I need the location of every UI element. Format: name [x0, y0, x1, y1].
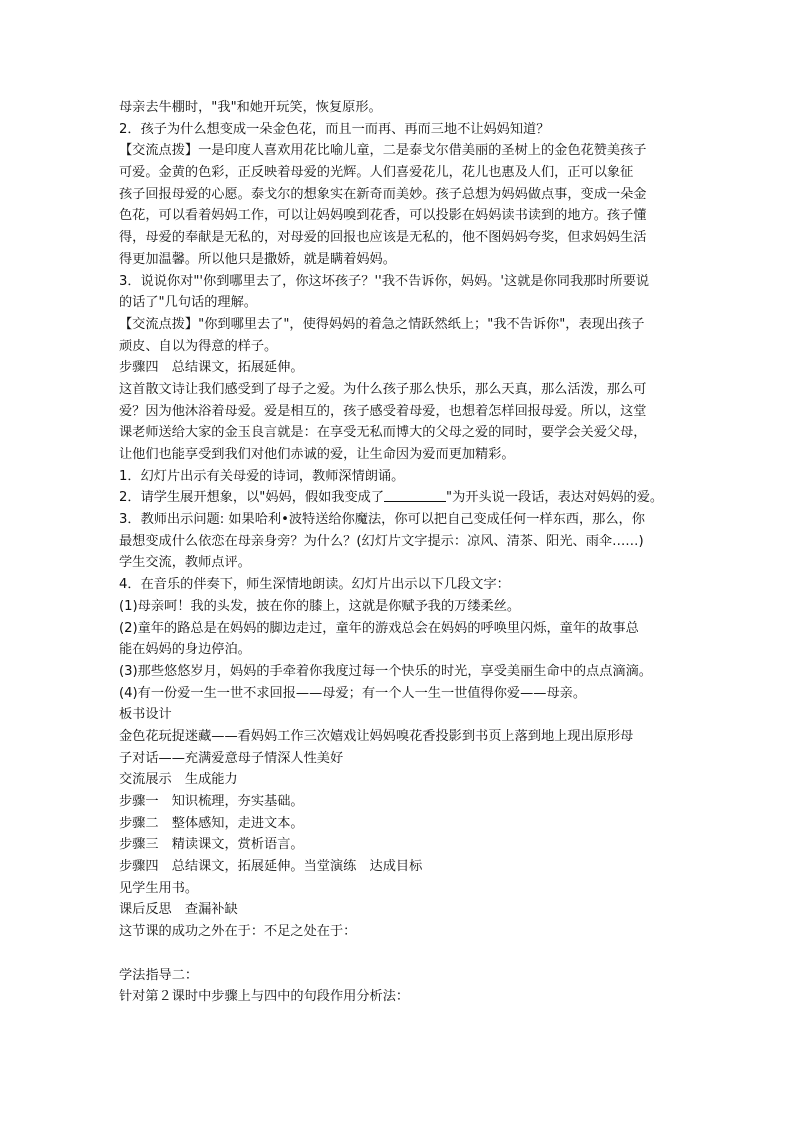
text-line: 3．教师出示问题: 如果哈利•波特送给你魔法，你可以把自己变成任何一样东西，那么，你: [119, 512, 645, 528]
text-line: 爱？因为他沐浴着母爱。爱是相互的，孩子感受着母爱，也想着怎样回报母爱。所以，这堂: [119, 403, 647, 419]
text-line: 步骤四 总结课文，拓展延伸。当堂演练 达成目标: [119, 859, 423, 875]
text-line: 最想变成什么依恋在母亲身旁？为什么？(幻灯片文字提示：凉风、清茶、阳光、雨伞……): [119, 533, 644, 549]
text-line: 这节课的成功之外在于：不足之处在于：: [119, 924, 357, 940]
text-line: 能在妈妈的身边停泊。: [119, 642, 251, 658]
text-line: 【交流点拨】"你到哪里去了"，使得妈妈的着急之情跃然纸上；"我不告诉你"，表现出孩子: [119, 316, 645, 332]
document-page: [119, 97, 689, 1008]
text-line: 得，母爱的奉献是无私的，对母爱的回报也应该是无私的，他不图妈妈夸奖，但求妈妈生活: [119, 230, 647, 246]
text-line: (4)有一份爱一生一世不求回报——母爱；有一个人一生一世值得你爱——母亲。: [119, 685, 587, 701]
text-line: 课老师送给大家的金玉良言就是：在享受无私而博大的父母之爱的同时，要学会关爱父母，: [119, 425, 647, 441]
text-line: 见学生用书。: [119, 880, 199, 896]
blank-line: [119, 943, 689, 965]
text-line: 金色花玩捉迷藏——看妈妈工作三次嬉戏让妈妈嗅花香投影到书页上落到地上现出原形母: [119, 728, 634, 744]
text-line: 让他们也能享受到我们对他们赤诚的爱，让生命因为爱而更加精彩。: [119, 447, 515, 462]
blank-suffix: "为开头说一段话，表达对妈妈的爱。: [446, 490, 664, 506]
text-line: 4．在音乐的伴奏下，师生深情地朗读。幻灯片出示以下几段文字：: [119, 577, 510, 593]
text-line: 的话了"几句话的理解。: [119, 295, 257, 311]
section-heading: 步骤四 总结课文，拓展延伸。: [119, 360, 304, 376]
text-line: 可爱。金黄的色彩，正反映着母爱的光辉。人们喜爱花儿，花儿也惠及人们，正可以象征: [119, 165, 634, 181]
text-line: 步骤三 精读课文，赏析语言。: [119, 837, 304, 853]
text-line: 【交流点拨】一是印度人喜欢用花比喻儿童，二是泰戈尔借美丽的圣树上的金色花赞美孩子: [119, 143, 647, 159]
text-line: 得更加温馨。所以他只是撒娇，就是瞒着妈妈。: [119, 251, 396, 267]
text-line: 针对第２课时中步骤上与四中的句段作用分析法：: [119, 989, 410, 1005]
section-heading: 课后反思 查漏补缺: [119, 902, 238, 918]
text-line: 色花，可以看着妈妈工作，可以让妈妈嗅到花香，可以投影在妈妈读书读到的地方。孩子懂: [119, 208, 647, 224]
text-line: 3．说说你对"'你到哪里去了，你这坏孩子？''我不告诉你，妈妈。'这就是你同我那时所要说: [119, 273, 650, 289]
text-line: 子对话——充满爱意母子情深人性美好: [119, 750, 344, 766]
text-line: 这首散文诗让我们感受到了母子之爱。为什么孩子那么快乐，那么天真，那么活泼，那么可: [119, 381, 647, 397]
text-line: 顽皮、自以为得意的样子。: [119, 338, 278, 354]
blank-prefix: 2．请学生展开想象，以"妈妈，假如我变成了: [119, 490, 385, 506]
section-heading: 交流展示 生成能力: [119, 772, 238, 788]
text-line: (3)那些悠悠岁月，妈妈的手牵着你我度过每一个快乐的时光，享受美丽生命中的点点滴滴。: [119, 663, 652, 679]
text-line: 步骤一 知识梳理，夯实基础。: [119, 794, 304, 809]
text-line: 1．幻灯片出示有关母爱的诗词，教师深情朗诵。: [119, 468, 405, 484]
fill-in-blank: [384, 487, 446, 502]
text-line: 步骤二 整体感知，走进文本。: [119, 815, 304, 831]
text-line: 母亲去牛棚时，"我"和她开玩笑，恢复原形。: [119, 100, 382, 115]
text-line: 学生交流，教师点评。: [119, 555, 251, 571]
text-line: 2．孩子为什么想变成一朵金色花，而且一而再、再而三地不让妈妈知道？: [119, 121, 550, 137]
section-heading: 学法指导二：: [119, 967, 199, 983]
section-heading: 板书设计: [119, 707, 172, 723]
text-line: (2)童年的路总是在妈妈的脚边走过，童年的游戏总会在妈妈的呼唤里闪烁，童年的故事总: [119, 620, 639, 636]
text-line: 孩子回报母爱的心愿。泰戈尔的想象实在新奇而美妙。孩子总想为妈妈做点事，变成一朵金: [119, 186, 647, 202]
text-line: (1)母亲呵！我的头发，披在你的膝上，这就是你赋予我的万缕柔丝。: [119, 598, 521, 614]
text-line-with-blank: [119, 487, 689, 509]
